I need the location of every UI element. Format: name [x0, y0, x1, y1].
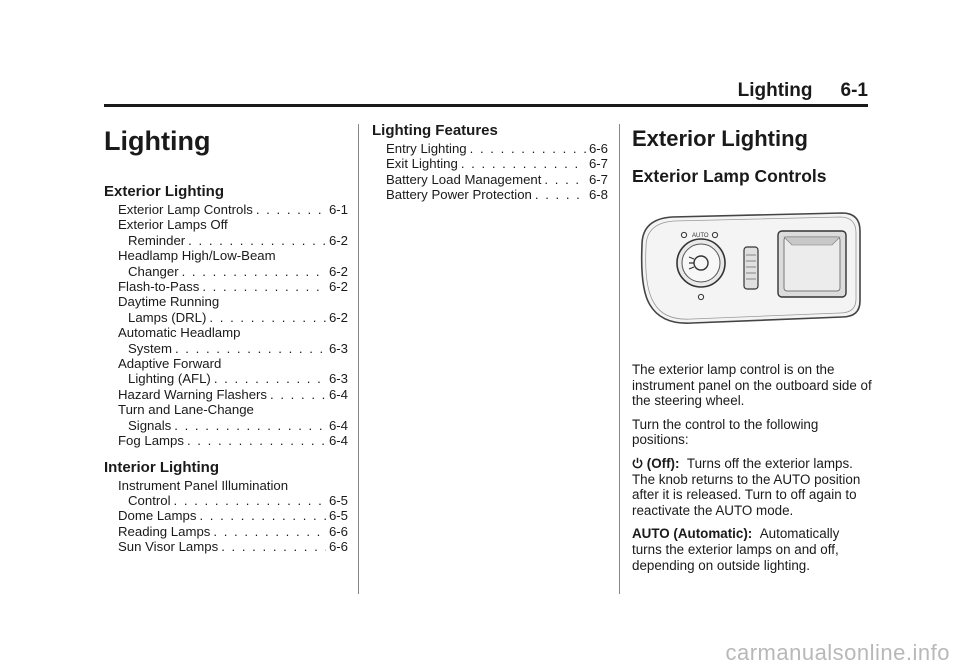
dot-leader: [461, 156, 586, 171]
off-label: (Off):: [646, 455, 680, 471]
toc-entry-text: Lamps (DRL): [128, 309, 207, 325]
content-column: [632, 118, 872, 581]
toc-page-number: 6-4: [328, 417, 348, 433]
toc-page-number: 6-6: [328, 539, 348, 555]
toc-entry[interactable]: [386, 172, 608, 187]
toc-list: [372, 141, 608, 203]
toc-page-number: 6-7: [588, 171, 608, 187]
toc-entry-text: Flash-to-Pass: [118, 279, 200, 295]
running-header: [738, 80, 868, 102]
toc-entry[interactable]: [118, 356, 348, 387]
toc-entry-text: Daytime Running: [118, 294, 220, 310]
toc-entry-text: Automatic Headlamp: [118, 325, 241, 341]
toc-entry-text: Exterior Lamp Controls: [118, 202, 253, 217]
toc-page-number: 6-2: [328, 309, 348, 325]
toc-entry[interactable]: [118, 524, 348, 539]
toc-entry-text: Battery Load Management: [386, 171, 542, 187]
dot-leader: [221, 539, 326, 554]
toc-list: [104, 202, 348, 449]
dot-leader: [174, 493, 326, 508]
dot-leader: [188, 233, 326, 248]
dot-leader: [213, 524, 326, 539]
toc-entry[interactable]: [386, 187, 608, 202]
toc-entry[interactable]: [118, 402, 348, 433]
toc-entry-text: Sun Visor Lamps: [118, 539, 219, 555]
toc-column-2: [372, 118, 608, 213]
toc-entry-text: Dome Lamps: [118, 508, 197, 524]
toc-entry[interactable]: [118, 248, 348, 279]
toc-entry-text: Fog Lamps: [118, 433, 184, 449]
toc-entry-text: Battery Power Protection: [386, 187, 532, 203]
auto-label: AUTO (Automatic):: [632, 526, 753, 542]
dot-leader: [187, 433, 326, 448]
toc-entry-text: Entry Lighting: [386, 141, 467, 156]
paragraph-off: [632, 456, 872, 518]
auto-description: Automatically turns the exterior lamps on and off, depending on outside lighting.: [632, 526, 840, 573]
watermark: carmanualsonline.info: [725, 640, 950, 665]
toc-entry[interactable]: [118, 217, 348, 248]
dot-leader: [175, 341, 326, 356]
toc-section-heading: Exterior Lighting: [104, 183, 224, 200]
toc-page-number: 6-6: [588, 141, 608, 156]
paragraph-positions: Turn the control to the following positions:: [632, 416, 819, 448]
toc-entry[interactable]: [386, 141, 608, 156]
toc-entry-text: Exit Lighting: [386, 156, 458, 172]
toc-entry-text: Lighting (AFL): [128, 371, 211, 387]
toc-page-number: 6-2: [328, 232, 348, 248]
toc-entry-text: Changer: [128, 263, 179, 279]
toc-entry[interactable]: [118, 539, 348, 554]
toc-entry-text: Adaptive Forward: [118, 356, 222, 372]
toc-page-number: 6-4: [328, 386, 348, 402]
paragraph-auto: [632, 526, 872, 573]
dot-leader: [199, 508, 326, 523]
header-page-number: 6-1: [840, 80, 868, 101]
toc-entry-text: Signals: [128, 417, 172, 433]
toc-page-number: 6-5: [328, 508, 348, 524]
dot-leader: [270, 387, 326, 402]
toc-entry[interactable]: [118, 433, 348, 448]
dot-leader: [202, 279, 326, 294]
toc-section-heading: Interior Lighting: [104, 458, 219, 476]
toc-entry[interactable]: [118, 508, 348, 523]
dot-leader: [256, 202, 326, 217]
subsection-title: Exterior Lamp Controls: [632, 166, 827, 186]
power-icon: [632, 457, 643, 469]
toc-entry-text: Headlamp High/Low-Beam: [118, 248, 276, 264]
toc-page-number: 6-7: [588, 156, 608, 172]
dot-leader: [209, 310, 326, 325]
toc-entry-text: Instrument Panel Illumination: [118, 477, 289, 493]
section-title: Exterior Lighting: [632, 126, 808, 151]
header-rule: [104, 104, 868, 107]
toc-entry[interactable]: [386, 156, 608, 171]
toc-page-number: 6-2: [328, 279, 348, 295]
toc-entry-text: Reading Lamps: [118, 523, 211, 539]
toc-entry-text: Hazard Warning Flashers: [118, 386, 268, 402]
toc-entry-text: Turn and Lane-Change: [118, 402, 254, 418]
column-divider: [358, 124, 359, 594]
dot-leader: [535, 187, 586, 202]
toc-entry-text: Exterior Lamps Off: [118, 217, 228, 233]
toc-entry[interactable]: [118, 294, 348, 325]
header-section: Lighting: [737, 80, 813, 101]
chapter-title: Lighting: [104, 126, 211, 156]
toc-entry[interactable]: [118, 325, 348, 356]
column-divider: [619, 124, 620, 594]
toc-page-number: 6-3: [328, 371, 348, 387]
toc-page-number: 6-8: [588, 187, 608, 203]
toc-entry-text: Control: [128, 492, 171, 508]
lamp-control-illustration: [632, 205, 864, 335]
toc-page-number: 6-3: [328, 340, 348, 356]
toc-page-number: 6-4: [328, 433, 348, 449]
toc-entry-text: Reminder: [128, 232, 186, 248]
dot-leader: [544, 172, 586, 187]
dot-leader: [182, 264, 326, 279]
dot-leader: [470, 141, 586, 156]
off-description: Turns off the exterior lamps. The knob returns to the AUTO position after it is released. Turn to off again to reactivate the AUTO mode.: [632, 455, 861, 518]
toc-page-number: 6-1: [328, 202, 348, 217]
toc-entry[interactable]: [118, 279, 348, 294]
toc-entry[interactable]: [118, 478, 348, 509]
toc-section-heading: Lighting Features: [372, 122, 498, 139]
paragraph-location: The exterior lamp control is on the instrument panel on the outboard side of the steering wheel.: [632, 362, 872, 409]
toc-entry[interactable]: [118, 387, 348, 402]
toc-entry-text: System: [128, 340, 172, 356]
toc-page-number: 6-2: [328, 263, 348, 279]
toc-list: [104, 478, 348, 555]
toc-column-1: [104, 118, 348, 565]
toc-page-number: 6-6: [328, 523, 348, 539]
toc-entry[interactable]: [118, 202, 348, 217]
dot-leader: [174, 418, 326, 433]
dot-leader: [214, 371, 326, 386]
auto-position-label: AUTO: [692, 233, 709, 239]
toc-page-number: 6-5: [328, 492, 348, 508]
